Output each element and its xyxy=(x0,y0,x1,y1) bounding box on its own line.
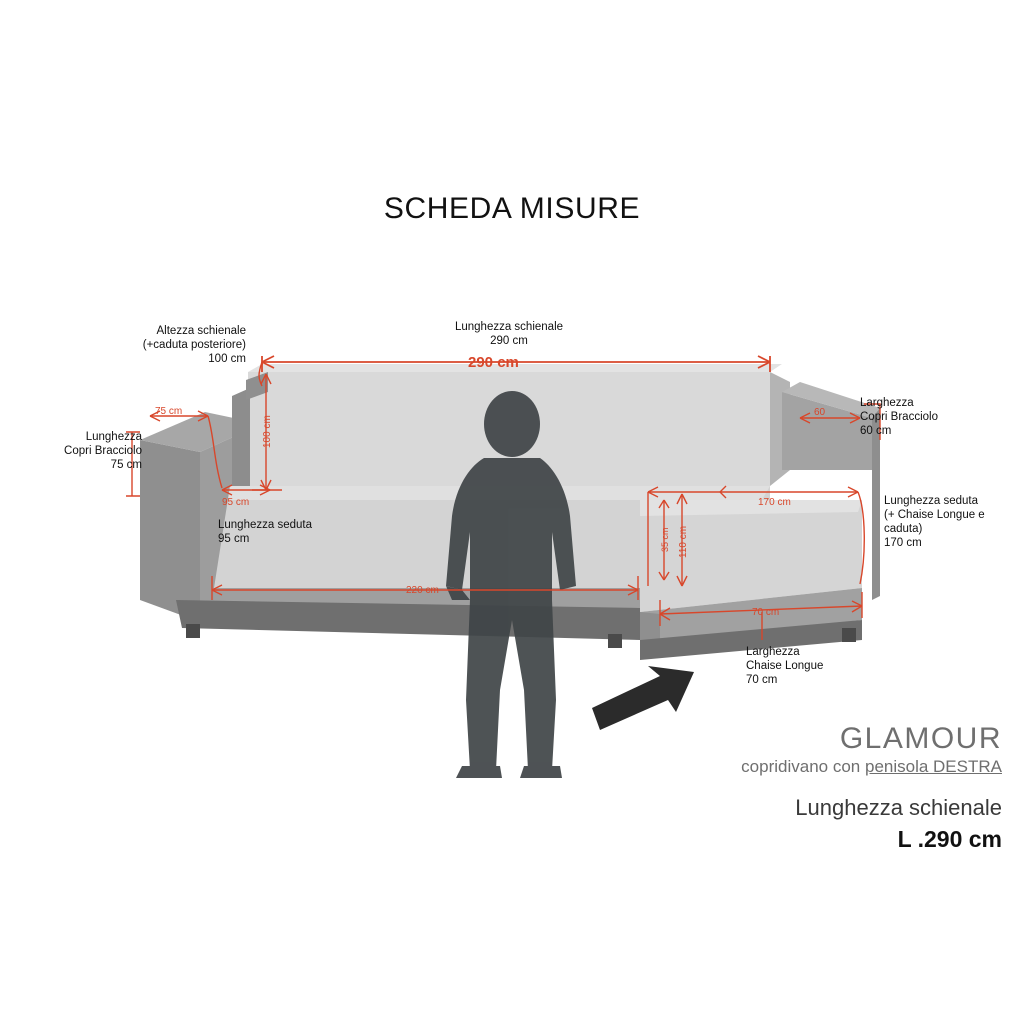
brand-subtitle xyxy=(741,757,1002,777)
annotation-armrest-left: Lunghezza Copri Bracciolo 75 cm xyxy=(64,431,142,471)
brand-measure-label: Lunghezza schienale xyxy=(795,795,1002,820)
dimension-70: 70 cm xyxy=(752,607,780,618)
brand-subtitle-underlined: penisola DESTRA xyxy=(864,757,1002,776)
dimension-220: 220 cm xyxy=(406,585,439,596)
annotation-backrest-height: Altezza schienale (+caduta posteriore) 100 cm xyxy=(142,325,246,365)
brand-measure-value: L .290 cm xyxy=(897,826,1002,852)
annotation-seat-length: Lunghezza seduta 95 cm xyxy=(218,519,312,545)
brand-name: GLAMOUR xyxy=(839,722,1002,755)
dimension-95: 95 cm xyxy=(222,497,250,508)
direction-arrow xyxy=(592,666,694,730)
dimension-35: 35 cm xyxy=(660,527,670,552)
dimension-110: 110 cm xyxy=(678,525,689,558)
brand-subtitle-prefix: copridivano con xyxy=(741,757,865,776)
annotation-chaise-width: Larghezza Chaise Longue 70 cm xyxy=(746,646,824,686)
annotation-backrest-length: Lunghezza schienale 290 cm xyxy=(454,321,564,347)
dimension-170: 170 cm xyxy=(758,497,791,508)
page-title: SCHEDA MISURE xyxy=(383,192,641,225)
dimension-75: 75 cm xyxy=(155,406,183,417)
dimension-100: 100 cm xyxy=(262,415,273,448)
annotation-armrest-right: Larghezza Copri Bracciolo 60 cm xyxy=(860,397,938,437)
dimension-290: 290 cm xyxy=(468,354,519,371)
dimension-60: 60 xyxy=(814,407,826,418)
annotation-seat-length-chaise: Lunghezza seduta (+ Chaise Longue e caduta) 170 cm xyxy=(884,495,985,549)
